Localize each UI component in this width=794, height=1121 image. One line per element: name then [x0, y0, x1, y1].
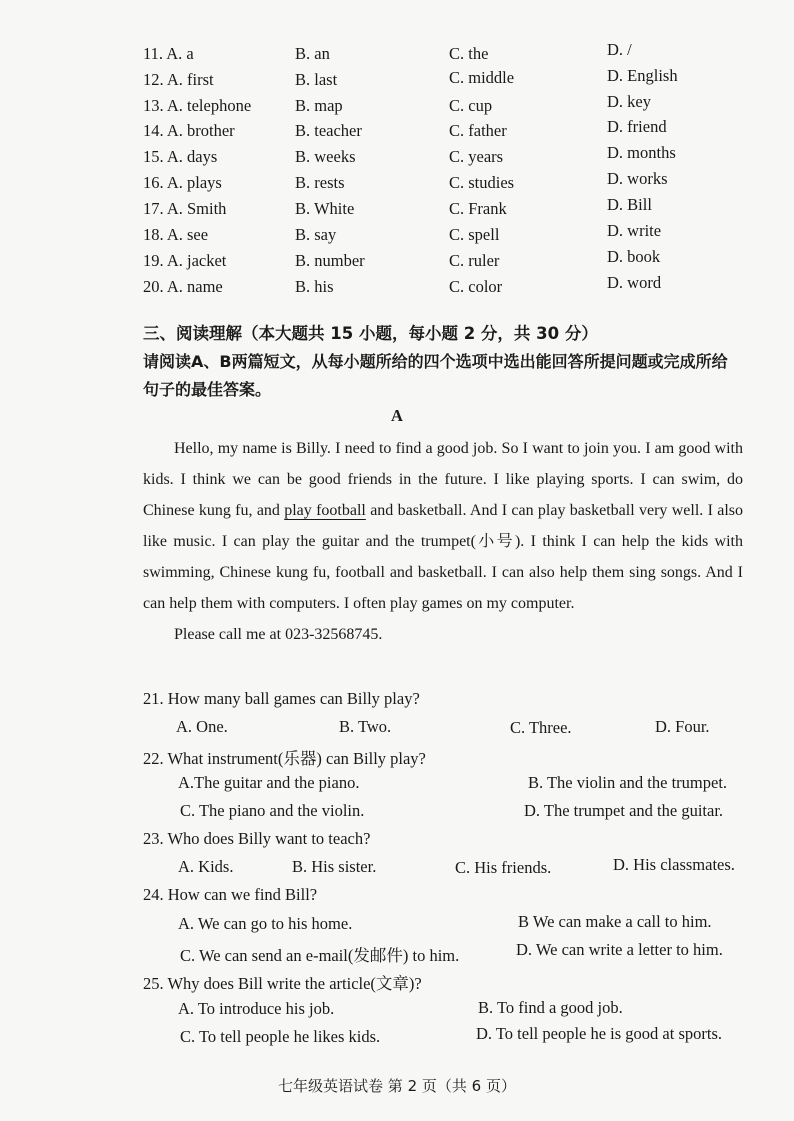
option-a: 15. A. days: [143, 147, 218, 166]
option-row-20: [0, 273, 794, 303]
option-a: 12. A. first: [143, 70, 214, 89]
option-b: B. weeks: [295, 147, 356, 166]
page-footer: 七年级英语试卷 第 2 页（共 6 页）: [278, 1077, 516, 1095]
option-c: C. Frank: [449, 199, 507, 218]
passage-label: A: [391, 406, 403, 425]
answer-c: C. To tell people he likes kids.: [180, 1027, 381, 1046]
option-c: C. middle: [449, 68, 515, 87]
option-d: D. word: [607, 273, 662, 292]
answer-a: A. To introduce his job.: [178, 999, 335, 1018]
option-a: 14. A. brother: [143, 121, 235, 140]
option-row-19: [0, 247, 794, 277]
option-d: D. book: [607, 247, 661, 266]
option-row-12: [0, 66, 794, 96]
option-a: 19. A. jacket: [143, 251, 227, 270]
option-c: C. years: [449, 147, 504, 166]
option-a: 18. A. see: [143, 225, 209, 244]
answer-a: A. One.: [176, 717, 228, 736]
option-c: C. color: [449, 277, 503, 296]
underlined-phrase: play football: [284, 502, 366, 519]
option-a: 17. A. Smith: [143, 199, 227, 218]
answer-d: D. Four.: [655, 717, 710, 736]
option-a: 16. A. plays: [143, 173, 222, 192]
question-stem: 21. How many ball games can Billy play?: [143, 689, 420, 708]
option-row-15: [0, 143, 794, 173]
question-stem: 22. What instrument(乐器) can Billy play?: [143, 749, 426, 768]
option-a: 13. A. telephone: [143, 96, 252, 115]
answer-b: B. Two.: [339, 717, 392, 736]
option-c: C. father: [449, 121, 507, 140]
option-d: D. friend: [607, 117, 667, 136]
option-b: B. last: [295, 70, 338, 89]
answer-d: D. We can write a letter to him.: [516, 940, 723, 959]
passage: [143, 433, 743, 650]
option-c: C. spell: [449, 225, 500, 244]
answer-d: D. To tell people he is good at sports.: [476, 1024, 723, 1043]
option-c: C. ruler: [449, 251, 500, 270]
option-row-16: [0, 169, 794, 199]
answer-d: D. The trumpet and the guitar.: [524, 801, 724, 820]
answer-a: A. We can go to his home.: [178, 914, 353, 933]
option-d: D. key: [607, 92, 651, 111]
option-row-18: [0, 221, 794, 251]
option-b: B. an: [295, 44, 330, 63]
option-d: D. Bill: [607, 195, 652, 214]
option-d: D. /: [607, 40, 632, 59]
option-d: D. months: [607, 143, 676, 162]
option-c: C. cup: [449, 96, 493, 115]
section-title: 三、阅读理解（本大题共 15 小题，每小题 2 分，共 30 分）: [143, 324, 598, 343]
answer-c: C. His friends.: [455, 858, 552, 877]
option-b: B. say: [295, 225, 337, 244]
option-d: D. English: [607, 66, 678, 85]
answer-b: B. His sister.: [292, 857, 377, 876]
answer-a: A. Kids.: [178, 857, 234, 876]
passage-text: Hello, my name is Billy. I need to find a good job. So I want to join you. I am good with kids. I think we can be good friends in the future. I like playing sports. I can swim, do Chinese kung fu, and: [143, 440, 743, 519]
option-a: 20. A. name: [143, 277, 223, 296]
answer-d: D. His classmates.: [613, 855, 735, 874]
option-row-17: [0, 195, 794, 225]
question-stem: 24. How can we find Bill?: [143, 885, 318, 904]
option-d: D. works: [607, 169, 668, 188]
question-stem: 25. Why does Bill write the article(文章)?: [143, 974, 422, 993]
option-c: C. studies: [449, 173, 515, 192]
option-b: B. number: [295, 251, 365, 270]
option-row-13: [0, 92, 794, 122]
option-b: B. White: [295, 199, 355, 218]
passage-text: and basketball. And I can play basketball very well. I also like music. I can play the guitar and the trumpet(小号). I think I can help the kids with swimming, Chinese kung fu, football and basketball. I can also help them sing songs. And I can help them with computers. I often play games on my computer.: [143, 502, 743, 612]
answer-c: C. Three.: [510, 718, 572, 737]
passage-paragraph-2: Please call me at 023-32568745.: [174, 626, 383, 643]
option-b: B. teacher: [295, 121, 362, 140]
instructions: 请阅读A、B两篇短文，从每小题所给的四个选项中选出能回答所提问题或完成所给句子的最佳答案。: [143, 352, 728, 399]
passage-paragraph-1: [143, 433, 743, 619]
option-b: B. map: [295, 96, 343, 115]
answer-b: B. To find a good job.: [478, 998, 623, 1017]
option-a: 11. A. a: [143, 44, 194, 63]
option-c: C. the: [449, 44, 489, 63]
answer-c: C. The piano and the violin.: [180, 801, 365, 820]
option-d: D. write: [607, 221, 662, 240]
answer-a: A.The guitar and the piano.: [178, 773, 360, 792]
answer-b: B. The violin and the trumpet.: [528, 773, 728, 792]
answer-b: B We can make a call to him.: [518, 912, 712, 931]
answer-c: C. We can send an e-mail(发邮件) to him.: [180, 946, 460, 965]
option-b: B. rests: [295, 173, 345, 192]
question-stem: 23. Who does Billy want to teach?: [143, 829, 371, 848]
option-b: B. his: [295, 277, 334, 296]
